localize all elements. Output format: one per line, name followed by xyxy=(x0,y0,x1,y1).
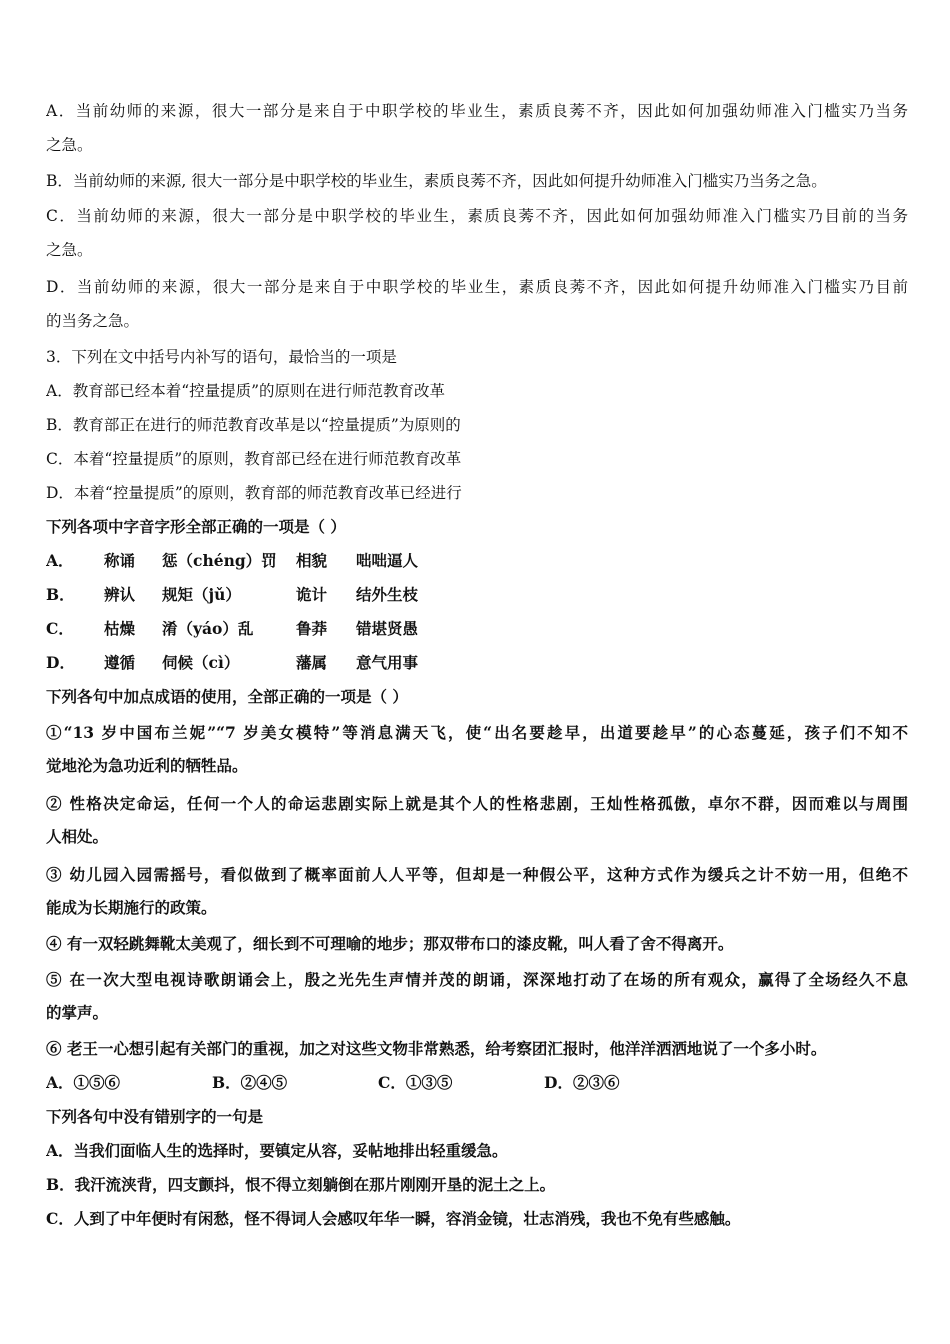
document-page xyxy=(46,93,908,1236)
q2-option-a-line1: A．当前幼师的来源，很大一部分是来自于中职学校的毕业生，素质良莠不齐，因此如何加强幼师准入门槛实乃当务 xyxy=(46,102,908,120)
option-text: 意气用事 xyxy=(356,653,419,672)
option-text: 淆（yáo）乱 xyxy=(162,619,254,638)
option-text: 鲁莽 xyxy=(296,619,328,638)
option-text: D． xyxy=(46,653,75,672)
q2-option-c-line1: C．当前幼师的来源，很大一部分是中职学校的毕业生，素质良莠不齐，因此如何加强幼师准入门槛实乃目前的当务 xyxy=(46,207,908,225)
q4-option-d xyxy=(46,646,908,680)
option-text: A． xyxy=(46,551,74,570)
q2-option-d-line1: D．当前幼师的来源，很大一部分是来自于中职学校的毕业生，素质良莠不齐，因此如何提升幼师准入门槛实乃目前 xyxy=(46,278,908,296)
q5-sentence-3-line1: ③ 幼儿园入园需摇号，看似做到了概率面前人人平等，但却是一种假公平，这种方式作为缓兵之计不妨一用，但绝不 xyxy=(46,865,908,884)
option-text: 伺候（cì） xyxy=(162,653,240,672)
q2-option-c-line2: 之急。 xyxy=(46,241,93,259)
q5-sentence-5-line1: ⑤ 在一次大型电视诗歌朗诵会上，殷之光先生声情并茂的朗诵，深深地打动了在场的所有观众，赢得了全场经久不息 xyxy=(46,970,908,989)
q4-option-c xyxy=(46,612,908,646)
q2-option-a-line2: 之急。 xyxy=(46,136,93,154)
option-text: 惩（chéng）罚 xyxy=(162,551,277,570)
q5-sentence-3-line2: 能成为长期施行的政策。 xyxy=(46,898,217,917)
q3-stem: 3．下列在文中括号内补写的语句，最恰当的一项是 xyxy=(46,348,397,366)
option-text: 相貌 xyxy=(296,551,328,570)
q3-option-d: D．本着“控量提质”的原则，教育部的师范教育改革已经进行 xyxy=(46,484,462,502)
q5-sentence-5-line2: 的掌声。 xyxy=(46,1003,109,1022)
q3-option-a: A．教育部已经本着“控量提质”的原则在进行师范教育改革 xyxy=(46,382,446,400)
option-text: 遵循 xyxy=(104,653,136,672)
option-text: 称诵 xyxy=(104,551,136,570)
q5-sentence-2-line1: ② 性格决定命运，任何一个人的命运悲剧实际上就是其个人的性格悲剧，王灿性格孤傲，卓尔不群，因而难以与周围 xyxy=(46,794,908,813)
q4-option-a xyxy=(46,544,908,578)
q4-option-b xyxy=(46,578,908,612)
q5-sentence-2-line2: 人相处。 xyxy=(46,827,109,846)
option-text: 藩属 xyxy=(296,653,328,672)
option-text: 枯燥 xyxy=(104,619,136,638)
option-text: 诡计 xyxy=(296,585,328,604)
q5-sentence-6: ⑥ 老王一心想引起有关部门的重视，加之对这些文物非常熟悉，给考察团汇报时，他洋洋洒洒地说了一个多小时。 xyxy=(46,1039,827,1058)
q5-stem: 下列各句中加点成语的使用，全部正确的一项是（ ） xyxy=(46,687,408,706)
q5-sentence-1-line2: 觉地沦为急功近利的牺牲品。 xyxy=(46,756,248,775)
q2-option-b: B．当前幼师的来源, 很大一部分是中职学校的毕业生，素质良莠不齐，因此如何提升幼师准入门槛实乃当务之急。 xyxy=(46,172,827,190)
option-text: 结外生枝 xyxy=(356,585,419,604)
q5-sentence-4: ④ 有一双轻跳舞靴太美观了，细长到不可理喻的地步；那双带布口的漆皮靴，叫人看了舍不得离开。 xyxy=(46,934,734,953)
option-text: 咄咄逼人 xyxy=(356,551,419,570)
q6-option-a: A．当我们面临人生的选择时，要镇定从容，妥帖地排出轻重缓急。 xyxy=(46,1141,508,1160)
answer-option: A．①⑤⑥ xyxy=(46,1073,121,1092)
option-text: C． xyxy=(46,619,74,638)
q4-stem: 下列各项中字音字形全部正确的一项是（ ） xyxy=(46,517,346,536)
answer-option: B．②④⑤ xyxy=(212,1073,288,1092)
q3-option-b: B．教育部正在进行的师范教育改革是以“控量提质”为原则的 xyxy=(46,416,461,434)
option-text: 规矩（jǔ） xyxy=(162,585,241,604)
q5-sentence-1-line1: ①“13 岁中国布兰妮”“7 岁美女模特”等消息满天飞，使“出名要趁早，出道要趁早”的心态蔓延，孩子们不知不 xyxy=(46,723,908,742)
answer-option: C．①③⑤ xyxy=(378,1073,453,1092)
q5-answers xyxy=(46,1066,908,1100)
option-text: 错堪贤愚 xyxy=(356,619,419,638)
q3-option-c: C．本着“控量提质”的原则，教育部已经在进行师范教育改革 xyxy=(46,450,462,468)
answer-option: D．②③⑥ xyxy=(544,1073,620,1092)
option-text: B． xyxy=(46,585,75,604)
q6-stem: 下列各句中没有错别字的一句是 xyxy=(46,1107,264,1126)
option-text: 辨认 xyxy=(104,585,136,604)
q2-option-d-line2: 的当务之急。 xyxy=(46,312,140,330)
q6-option-b: B．我汗流浃背，四支颤抖，恨不得立刻躺倒在那片刚刚开垦的泥土之上。 xyxy=(46,1175,556,1194)
q6-option-c: C．人到了中年便时有闲愁，怪不得词人会感叹年华一瞬，容消金镜，壮志消残，我也不免有些感触。 xyxy=(46,1209,741,1228)
